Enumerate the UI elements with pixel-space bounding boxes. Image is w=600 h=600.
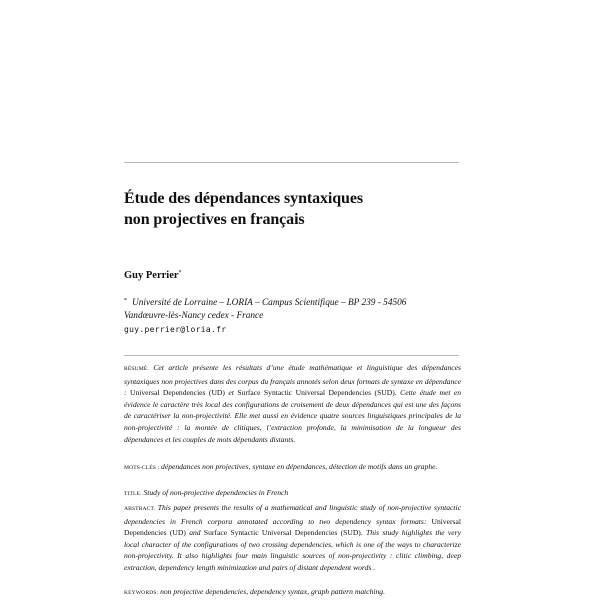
abstract-and: and xyxy=(189,528,201,538)
keywords-label: KEYWORDS: xyxy=(124,590,159,596)
affiliation-line-1: Université de Lorraine – LORIA – Campus Scientifique – BP 239 - 54506 xyxy=(132,298,407,308)
resume-block xyxy=(124,362,461,445)
keywords-block xyxy=(124,586,461,600)
abstract-top-rule xyxy=(124,355,459,356)
author-marker: * xyxy=(178,270,182,276)
affiliation-line-2: Vandœuvre-lès-Nancy cedex - France xyxy=(124,311,264,321)
header-rule xyxy=(124,162,459,163)
abstract-text-2: This study highlights the very local character of the configurations of two crossing dependencies, which is one of the ways to characterize non-projectivity. It also highlights four main linguistic sources of non-projectivity : clitic climbing, deep extraction, dependency length minimization and pairs of distant dependent words . xyxy=(124,528,462,572)
author-email[interactable]: guy.perrier@loria.fr xyxy=(124,325,227,334)
abstract-sud: Surface Syntactic Universal Dependencies (SUD). xyxy=(203,528,363,538)
affiliation-marker: * xyxy=(124,298,127,304)
motscles-text: dépendances non projectives, syntaxe en dépendances, détection de motifs dans un graphe. xyxy=(161,462,438,471)
resume-text-2: Cette étude met en évidence le caractère très local des configurations de croisement de deux dépendances qui est une des façons de caractériser la non-projectivité. Elle met aussi en évidence quatre sources linguistiques principales de la non-projectivité : la montée de clitiques, l’extraction profonde, la minimisation de la longueur des dépendances et les couples de mots dépendants distants. xyxy=(124,388,462,444)
abstract-block xyxy=(124,502,461,574)
resume-label: RÉSUMÉ. xyxy=(124,366,149,372)
abstract-text-1: This paper presents the results of a mathematical and linguistic study of non-projective syntactic dependencies in French corpora annotated according to two dependency syntax formats: xyxy=(124,503,461,526)
resume-ud: Universal Dependencies (UD) xyxy=(129,388,225,398)
resume-sud: Surface Syntactic Universal Dependencies (SUD). xyxy=(237,388,397,398)
title-en-label: TITLE. xyxy=(124,491,142,497)
title-line-2: non projectives en français xyxy=(124,211,305,228)
author xyxy=(124,270,182,281)
resume-text-1: Cet article présente les résultats d’une étude mathématique et linguistique des dépendances syntaxiques non projectives dans des corpus du français annotés selon deux formats de syntaxe en dépendance : xyxy=(124,363,461,398)
resume-et: et xyxy=(228,388,234,398)
abstract-label: ABSTRACT. xyxy=(124,506,156,512)
motscles-block xyxy=(124,461,461,475)
author-name: Guy Perrier xyxy=(124,270,179,281)
motscles-label: MOTS-CLÉS : xyxy=(124,465,160,471)
title-en-block xyxy=(124,487,461,501)
title-en-text: Study of non-projective dependencies in French xyxy=(143,488,289,497)
abstract-ud: Universal Dependencies (UD) xyxy=(124,516,461,538)
paper-title xyxy=(124,188,464,230)
title-line-1: Étude des dépendances syntaxiques xyxy=(124,190,363,207)
affiliation xyxy=(124,295,464,323)
keywords-text: non projective dependencies, dependency syntax, graph pattern matching. xyxy=(160,587,385,596)
